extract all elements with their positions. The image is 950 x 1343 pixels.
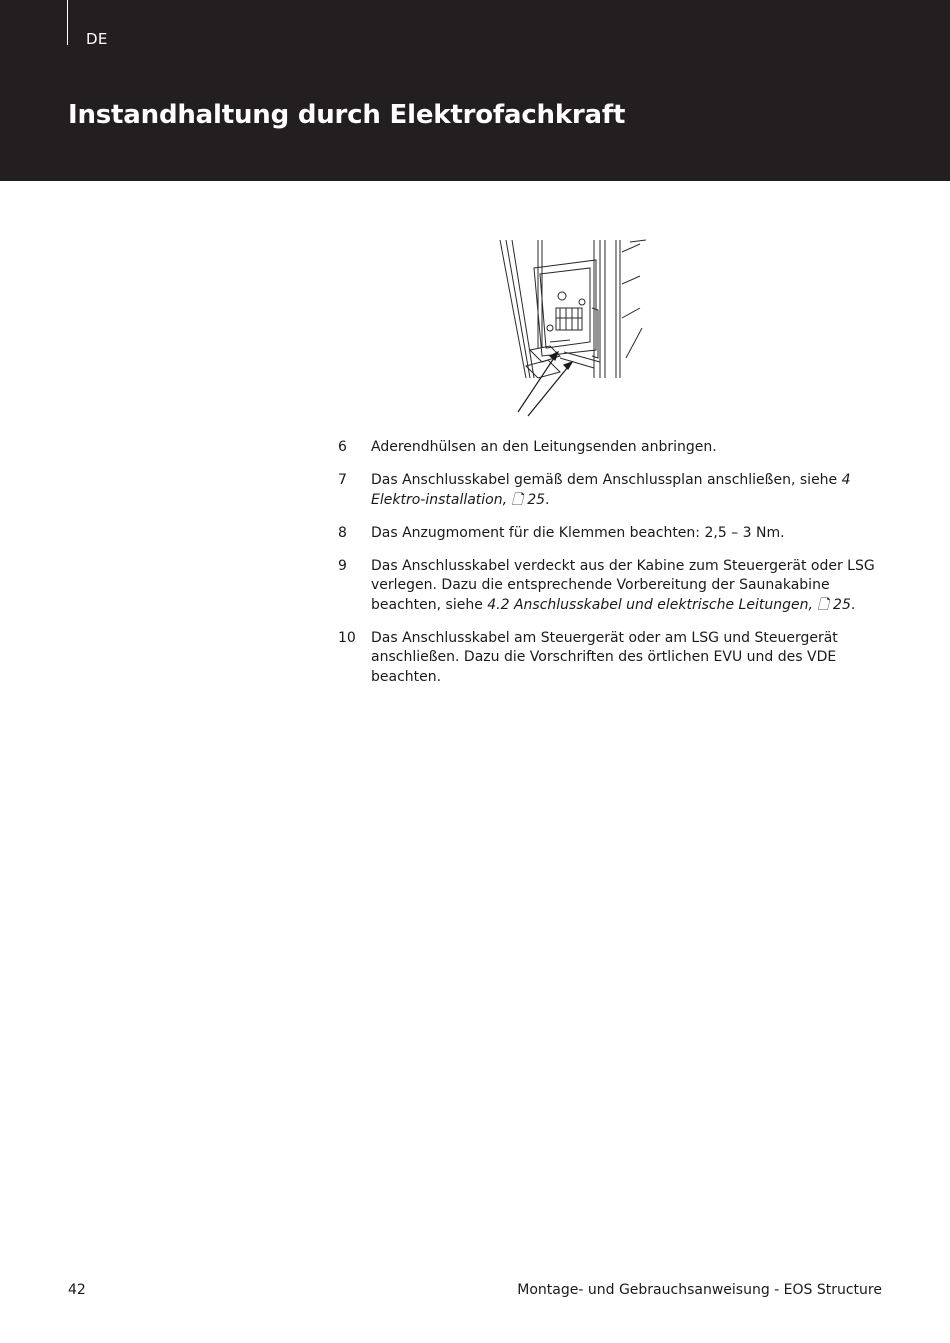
- page-header: [0, 0, 950, 181]
- document-title: Montage- und Gebrauchsanweisung - EOS Structure: [517, 1282, 882, 1298]
- page-number: 42: [68, 1282, 86, 1298]
- step-item: [338, 524, 888, 544]
- step-text: Das Anzugmoment für die Klemmen beachten: 2,5 – 3 Nm.: [371, 524, 785, 541]
- cross-reference-link[interactable]: 4 Elektro-installation, 🗋 25: [371, 472, 851, 508]
- step-item: [338, 629, 888, 688]
- step-number: 7: [338, 472, 347, 488]
- step-text: Das Anschlusskabel verdeckt aus der Kabine zum Steuergerät oder LSG verlegen. Dazu die entsprechende Vorbereitung der Saunakabine beachten, siehe 4.2 Anschlusskabel und elektrische Leitungen, 🗋 25.: [371, 557, 875, 613]
- page-title: Instandhaltung durch Elektrofachkraft: [68, 100, 626, 130]
- instruction-steps: [338, 438, 888, 701]
- step-item: [338, 438, 888, 458]
- language-code: DE: [86, 30, 108, 48]
- cross-reference-link[interactable]: 4.2 Anschlusskabel und elektrische Leitungen, 🗋 25: [487, 596, 851, 613]
- step-item: [338, 471, 888, 510]
- step-number: 10: [338, 629, 356, 646]
- step-text: Das Anschlusskabel gemäß dem Anschlussplan anschließen, siehe 4 Elektro-installation, 🗋 25.: [371, 472, 851, 508]
- step-text: Das Anschlusskabel am Steuergerät oder am LSG und Steuergerät anschließen. Dazu die Vorschriften des örtlichen EVU und des VDE beachten.: [371, 629, 838, 685]
- installation-illustration: [490, 238, 650, 418]
- step-number: 8: [338, 524, 347, 541]
- header-divider: [67, 0, 68, 45]
- step-number: 9: [338, 557, 347, 574]
- step-number: 6: [338, 439, 347, 455]
- step-item: [338, 557, 888, 616]
- step-text: Aderendhülsen an den Leitungsenden anbringen.: [371, 439, 717, 455]
